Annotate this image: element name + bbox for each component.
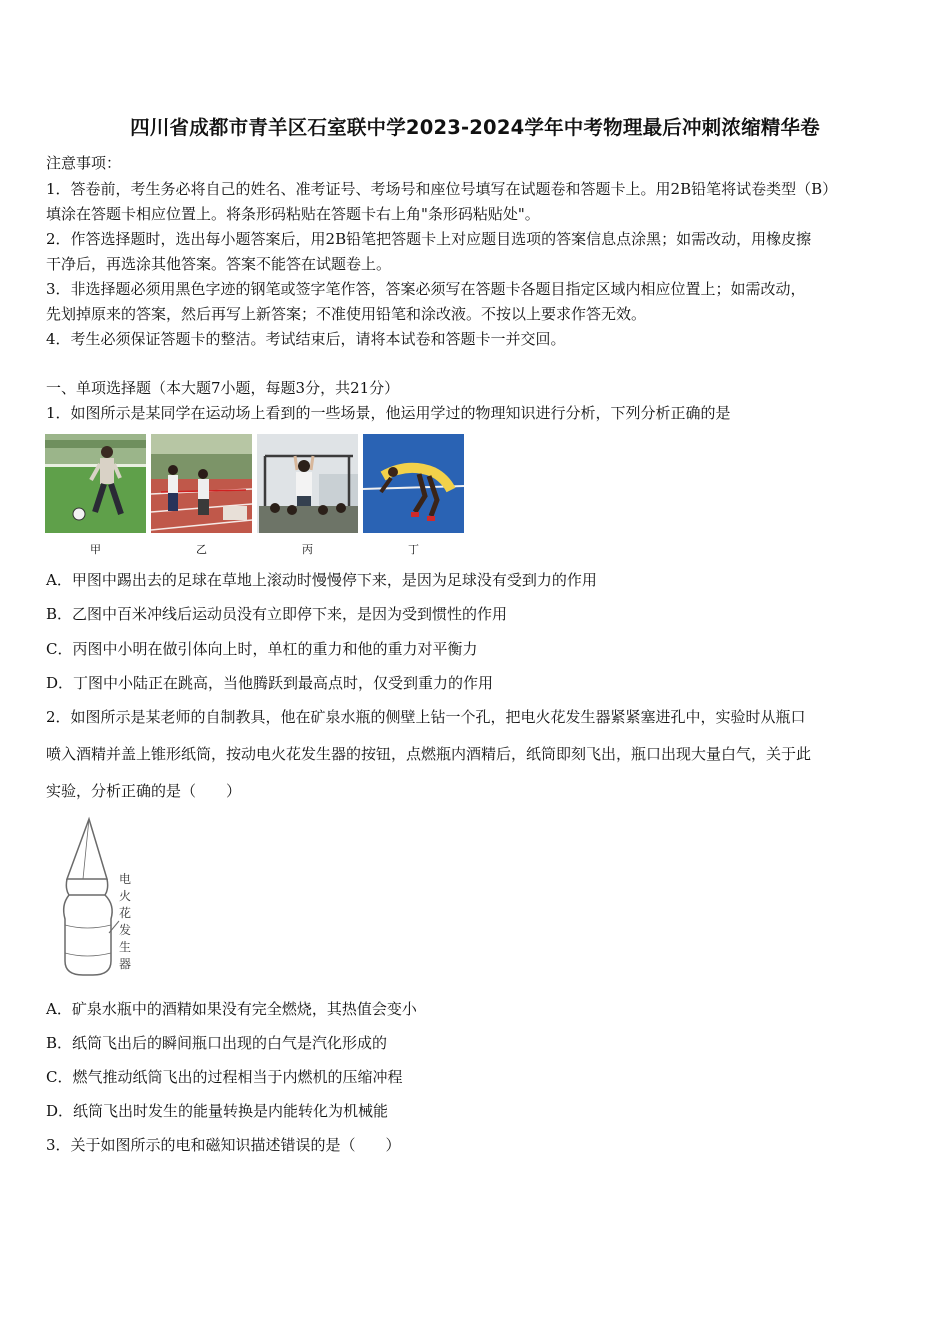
question-2-option-a: A．矿泉水瓶中的酒精如果没有完全燃烧，其热值会变小 [46,1000,417,1018]
notice-heading: 注意事项： [46,154,122,172]
photo-caption: 丁 [408,543,419,556]
question-1-option-d: D．丁图中小陆正在跳高，当他腾跃到最高点时，仅受到重力的作用 [46,674,494,692]
notice-line: 干净后，再选涂其他答案。答案不能答在试题卷上。 [46,255,392,273]
spark-generator-label: 电火花发生器 [119,872,132,971]
question-2-stem-line: 实验，分析正确的是（ ） [46,782,242,800]
question-1-option-c: C．丙图中小明在做引体向上时，单杠的重力和他的重力对平衡力 [46,640,478,658]
notice-line: 1．答卷前，考生务必将自己的姓名、准考证号、考场号和座位号填写在试题卷和答题卡上。用2B铅笔将试卷类型（B） [46,180,838,198]
photo-caption: 丙 [302,543,313,556]
question-1-stem: 1．如图所示是某同学在运动场上看到的一些场景，他运用学过的物理知识进行分析，下列分析正确的是 [46,404,731,422]
bottle-figure [55,815,155,983]
photo-soccer [45,434,146,533]
page-title: 四川省成都市青羊区石室联中学2023-2024学年中考物理最后冲刺浓缩精华卷 [130,116,820,139]
question-3-stem: 3．关于如图所示的电和磁知识描述错误的是（ ） [46,1136,401,1154]
photo-caption: 乙 [196,543,207,556]
question-2-option-d: D．纸筒飞出时发生的能量转换是内能转化为机械能 [46,1102,389,1120]
photo-high-jump [363,434,464,533]
question-2-option-b: B．纸筒飞出后的瞬间瓶口出现的白气是汽化形成的 [46,1034,388,1052]
notice-line: 4．考生必须保证答题卡的整洁。考试结束后，请将本试卷和答题卡一并交回。 [46,330,566,348]
question-1-option-b: B．乙图中百米冲线后运动员没有立即停下来，是因为受到惯性的作用 [46,605,508,623]
question-1-option-a: A．甲图中踢出去的足球在草地上滚动时慢慢停下来，是因为足球没有受到力的作用 [46,571,597,589]
photo-sprint-finish [151,434,252,533]
question-2-option-c: C．燃气推动纸筒飞出的过程相当于内燃机的压缩冲程 [46,1068,403,1086]
question-2-stem-line: 喷入酒精并盖上锥形纸筒，按动电火花发生器的按钮，点燃瓶内酒精后，纸筒即刻飞出，瓶口出现大量白气，关于此 [46,745,812,763]
photo-caption: 甲 [90,543,101,556]
notice-line: 先划掉原来的答案，然后再写上新答案；不准使用铅笔和涂改液。不按以上要求作答无效。 [46,305,647,323]
notice-line: 填涂在答题卡相应位置上。将条形码粘贴在答题卡右上角"条形码粘贴处"。 [46,205,540,223]
question-2-stem-line: 2．如图所示是某老师的自制教具，他在矿泉水瓶的侧壁上钻一个孔，把电火花发生器紧紧塞进孔中，实验时从瓶口 [46,708,806,726]
photo-pull-up [257,434,358,533]
notice-line: 2．作答选择题时，选出每小题答案后，用2B铅笔把答题卡上对应题目选项的答案信息点涂黑；如需改动，用橡皮擦 [46,230,812,248]
section-heading: 一、单项选择题（本大题7小题，每题3分，共21分） [46,379,400,397]
notice-line: 3．非选择题必须用黑色字迹的钢笔或签字笔作答，答案必须写在答题卡各题目指定区域内相应位置上；如需改动， [46,280,806,298]
